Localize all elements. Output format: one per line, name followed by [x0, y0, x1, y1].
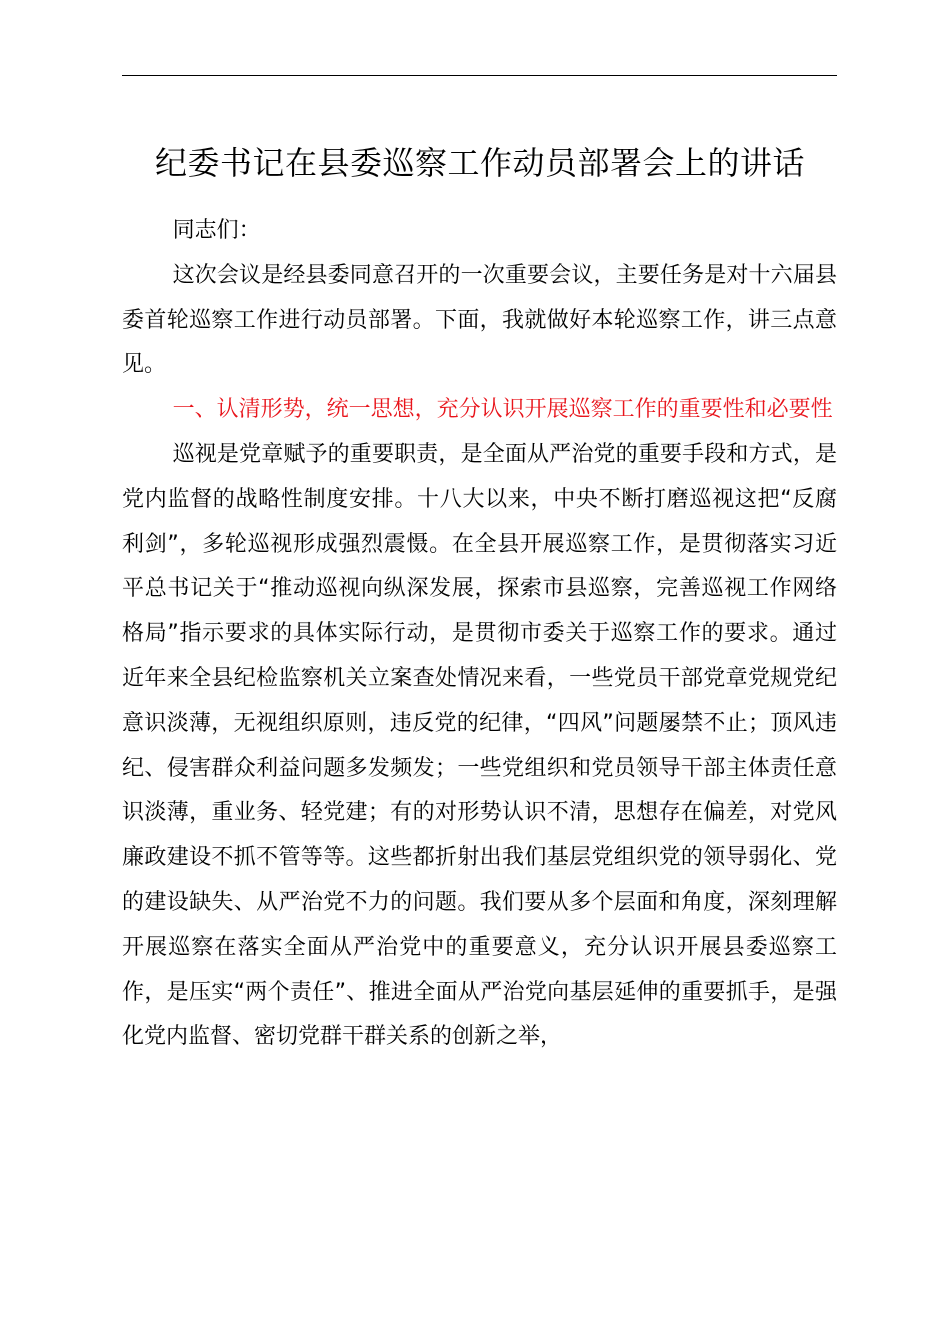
body-paragraph: 巡视是党章赋予的重要职责，是全面从严治党的重要手段和方式，是党内监督的战略性制度安排。十八大以来，中央不断打磨巡视这把“反腐利剑”，多轮巡视形成强烈震慑。在全县开展巡察工作，是贯彻落实习近平总书记关于“推动巡视向纵深发展，探索市县巡察，完善巡视工作网络格局”指示要求的具体实际行动，是贯彻市委关于巡察工作的要求。通过近年来全县纪检监察机关立案查处情况来看，一些党员干部党章党规党纪意识淡薄，无视组织原则，违反党的纪律，“四风”问题屡禁不止；顶风违纪、侵害群众利益问题多发频发；一些党组织和党员领导干部主体责任意识淡薄，重业务、轻党建；有的对形势认识不清，思想存在偏差，对党风廉政建设不抓不管等等。这些都折射出我们基层党组织党的领导弱化、党的建设缺失、从严治党不力的问题。我们要从多个层面和角度，深刻理解开展巡察在落实全面从严治党中的重要意义，充分认识开展县委巡察工作，是压实“两个责任”、推进全面从严治党向基层延伸的重要抓手，是强化党内监督、密切党群干群关系的创新之举，: [122, 441, 837, 1050]
document-body: [122, 209, 837, 1060]
intro-paragraph: 这次会议是经县委同意召开的一次重要会议，主要任务是对十六届县委首轮巡察工作进行动员部署。下面，我就做好本轮巡察工作，讲三点意见。: [122, 262, 837, 378]
section-heading: 一、认清形势，统一思想，充分认识开展巡察工作的重要性和必要性: [172, 397, 833, 423]
document-title: 纪委书记在县委巡察工作动员部署会上的讲话: [154, 144, 805, 182]
salutation: 同志们：: [172, 218, 261, 243]
header-rule: [122, 75, 837, 76]
